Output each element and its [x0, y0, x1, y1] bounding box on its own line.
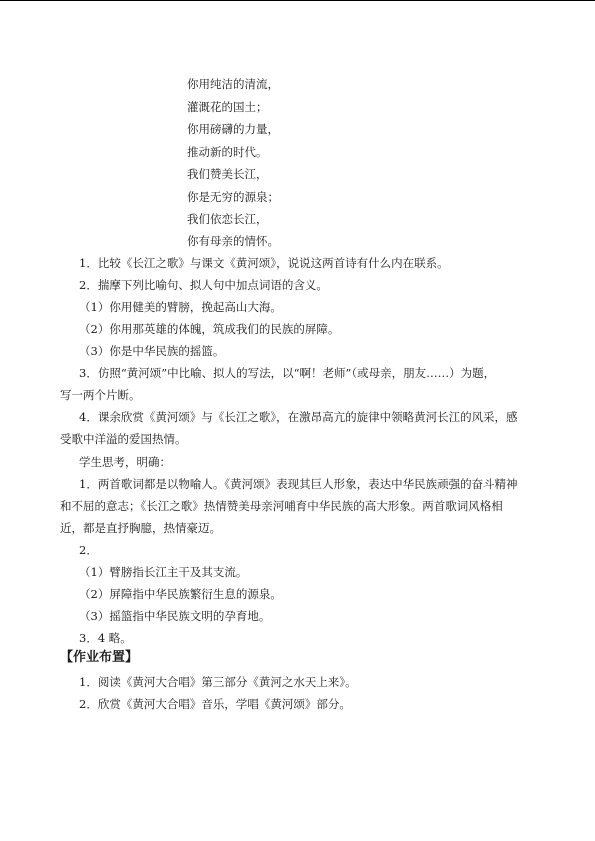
poem-line: 我们赞美长江， [187, 167, 268, 181]
question-1: 1．比较《长江之歌》与课文《黄河颂》，说说这两首诗有什么内在联系。 [79, 256, 449, 270]
answer-1-cont: 和不屈的意志；《长江之歌》热情赞美母亲河哺育中华民族的高大形象。两首歌词风格相 [60, 499, 503, 513]
poem-line: 你是无穷的源泉； [187, 190, 279, 204]
poem-line: 你用磅礴的力量， [187, 122, 279, 136]
homework-item-2: 2．欣赏《黄河大合唱》音乐，学唱《黄河颂》部分。 [79, 697, 351, 711]
answer-1-cont: 近，都是直抒胸臆，热情豪迈。 [60, 521, 221, 535]
poem-line: 推动新的时代。 [187, 145, 268, 159]
poem-line: 你用纯洁的清流， [187, 77, 279, 91]
homework-item-1: 1．阅读《黄河大合唱》第三部分《黄河之水天上来》。 [79, 675, 357, 689]
answer-1: 1．两首歌词都是以物喻人。《黄河颂》表现其巨人形象，表达中华民族顽强的奋斗精神 [79, 477, 518, 491]
question-2: 2．揣摩下列比喻句、拟人句中加点词语的含义。 [79, 278, 328, 292]
top-rule [0, 0, 595, 1]
question-3-cont: 写一两个片断。 [60, 388, 141, 402]
poem-line: 你有母亲的情怀。 [187, 234, 279, 248]
answer-2-item-1: （1）臂膀指长江主干及其支流。 [79, 565, 248, 579]
question-3: 3．仿照“黄河颂”中比喻、拟人的写法，以“啊！老师”（或母亲，朋友……）为题， [79, 366, 496, 380]
question-4: 4．课余欣赏《黄河颂》与《长江之歌》，在激昂高亢的旋律中领略黄河长江的风采，感 [79, 410, 518, 424]
question-2-item-2: （2）你用那英雄的体魄，筑成我们的民族的屏障。 [79, 322, 340, 336]
homework-heading: 【作业布置】 [60, 650, 139, 665]
answer-intro: 学生思考，明确： [79, 455, 171, 469]
poem-line: 灌溉花的国土； [187, 100, 268, 114]
question-2-item-1: （1）你用健美的臂膀，挽起高山大海。 [79, 300, 282, 314]
poem-line: 我们依恋长江， [187, 212, 268, 226]
answer-2-item-2: （2）屏障指中华民族繁衍生息的源泉。 [79, 587, 282, 601]
question-2-item-3: （3）你是中华民族的摇篮。 [79, 344, 225, 358]
question-4-cont: 受歌中洋溢的爱国热情。 [60, 432, 187, 446]
answer-2-item-3: （3）摇篮指中华民族文明的孕育地。 [79, 609, 271, 623]
answer-2: 2． [79, 543, 98, 557]
answer-3: 3．4 略。 [79, 631, 132, 645]
